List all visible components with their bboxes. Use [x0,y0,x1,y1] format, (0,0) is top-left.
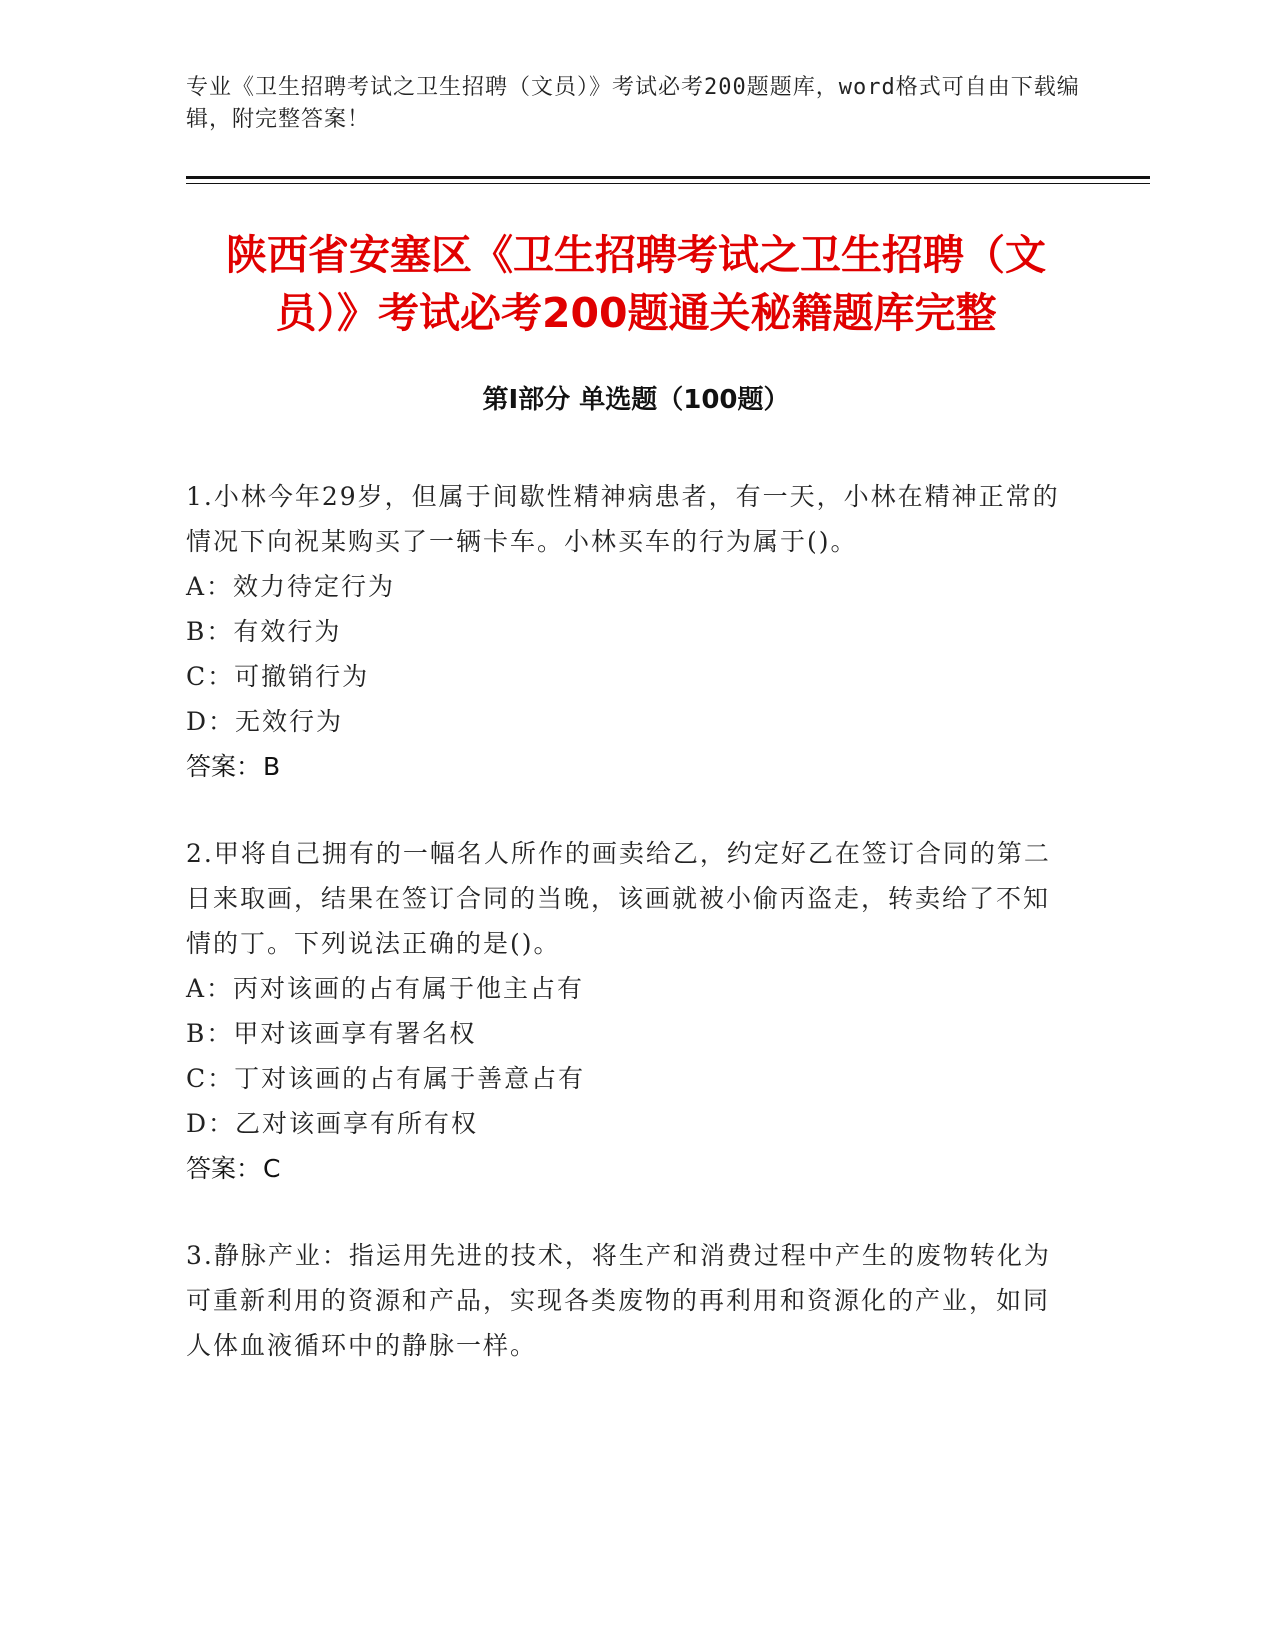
option-b: B：有效行为 [186,617,342,646]
answer-label: 答案： [186,1154,262,1183]
section-title: 第I部分 单选题（100题） [482,385,790,415]
header-note: 专业《卫生招聘考试之卫生招聘（文员）》考试必考200题题库，word格式可自由下载编辑，附完整答案！ [186,75,1080,132]
answer-label: 答案： [186,752,262,781]
question-2 [186,831,1066,1191]
option-a: A：效力待定行为 [186,572,396,601]
question-1 [186,474,1066,789]
question-text: 3.静脉产业：指运用先进的技术，将生产和消费过程中产生的废物转化为可重新利用的资源和产品，实现各类废物的再利用和资源化的产业，如同人体血液循环中的静脉一样。 [186,1241,1051,1360]
answer-line [186,744,1066,789]
question-list [186,474,1066,1410]
option-c: C：可撤销行为 [186,662,370,691]
question-text: 1.小林今年29岁，但属于间歇性精神病患者，有一天，小林在精神正常的情况下向祝某购买了一辆卡车。小林买车的行为属于()。 [186,482,1060,556]
question-text: 2.甲将自己拥有的一幅名人所作的画卖给乙，约定好乙在签订合同的第二日来取画，结果在签订合同的当晚，该画就被小偷丙盗走，转卖给了不知情的丁。下列说法正确的是()。 [186,839,1051,958]
option-d: D：乙对该画享有所有权 [186,1109,479,1138]
answer-value: C [263,1154,281,1183]
header-rule-thick [186,176,1150,179]
option-d: D：无效行为 [186,707,344,736]
answer-value: B [263,752,281,781]
header-rule-thin [186,183,1150,184]
option-a: A：丙对该画的占有属于他主占有 [186,974,585,1003]
answer-line [186,1146,1066,1191]
document-title: 陕西省安塞区《卫生招聘考试之卫生招聘（文员）》考试必考200题通关秘籍题库完整 [226,231,1046,337]
option-b: B：甲对该画享有署名权 [186,1019,477,1048]
question-3 [186,1233,1066,1368]
option-c: C：丁对该画的占有属于善意占有 [186,1064,586,1093]
